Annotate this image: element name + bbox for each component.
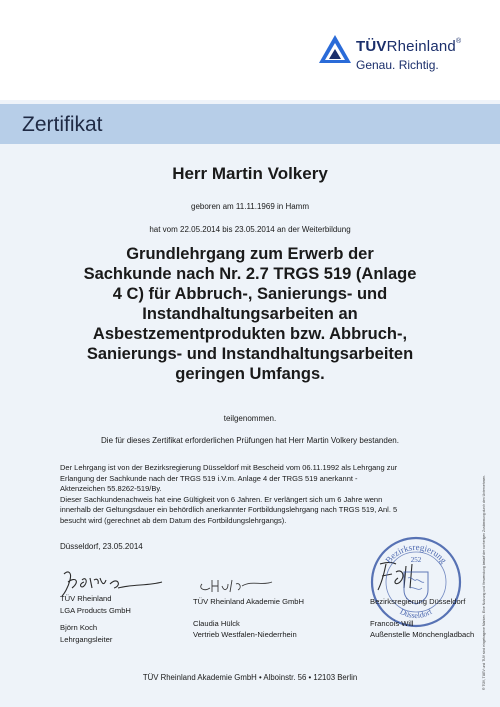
footer-address: TÜV Rheinland Akademie GmbH • Alboinstr. 56 • 12103 Berlin xyxy=(142,673,358,682)
tuv-logo xyxy=(318,34,488,80)
course-period: hat vom 22.05.2014 bis 23.05.2014 an der Weiterbildung xyxy=(149,225,351,234)
brand-light: Rheinland xyxy=(386,38,456,55)
trademark-text: ® TÜV, TUEV und TUV sind eingetragene Marken. Eine Nutzung und Verwendung bedarf der vorherigen Zustimmung durch den Unternehmen. xyxy=(482,474,486,690)
recognition-paragraph xyxy=(60,463,480,527)
title-band xyxy=(0,104,500,144)
course-line: Instandhaltungsarbeiten an xyxy=(142,305,358,323)
signature-block-bezirksregierung xyxy=(370,596,474,641)
exam-passed-note: Die für dieses Zertifikat erforderlichen Prüfungen hat Herr Martin Volkery bestanden. xyxy=(101,436,399,445)
signer-role: Lehrgangsleiter xyxy=(60,634,113,644)
certificate-title: Zertifikat xyxy=(22,113,103,136)
signer-name: Björn Koch xyxy=(60,623,98,633)
stamp-bottom-text: Düsseldorf xyxy=(398,606,434,621)
course-line: Asbestzementprodukten bzw. Abbruch-, xyxy=(92,325,408,343)
brand-reg: ® xyxy=(455,38,462,45)
participation-note: teilgenommen. xyxy=(223,414,277,423)
course-line: Grundlehrgang zum Erwerb der xyxy=(126,245,374,263)
signer-org: Bezirksregierung Düsseldorf xyxy=(370,597,466,606)
course-line: geringen Umfangs. xyxy=(175,365,325,383)
stamp-top-text: Bezirksregierung xyxy=(383,541,449,566)
birth-info: geboren am 11.11.1969 in Hamm xyxy=(191,202,309,211)
tagline: Genau. Richtig. xyxy=(356,58,439,72)
signer-name: Claudia Hülck xyxy=(193,618,240,628)
signature-claudia-huelck xyxy=(196,574,276,594)
trademark-note xyxy=(482,370,490,690)
signature-block-akademie xyxy=(193,596,304,641)
body-line: Der Lehrgang ist von der Bezirksregierung Düsseldorf mit Bescheid vom 06.11.1992 als Lehrgang zur xyxy=(60,463,398,472)
body-line: Dieser Sachkundenachweis hat eine Gültigkeit von 6 Jahren. Er verlängert sich um 6 Jahre wenn xyxy=(60,494,383,504)
course-line: Sanierungs- und Instandhaltungsarbeiten xyxy=(86,345,414,363)
body-line: innerhalb der Geltungsdauer ein behördlich anerkannter Fortbildungslehrgang nach TRGS 519, Anl. 5 xyxy=(60,505,398,515)
place-date: Düsseldorf, 23.05.2014 xyxy=(60,542,143,551)
course-title xyxy=(25,244,475,384)
body-line: Aktenzeichen 55.8262-519/By. xyxy=(60,484,162,494)
tuv-triangle-icon xyxy=(318,34,352,64)
signature-block-lga xyxy=(60,593,131,645)
stamp-number: 252 xyxy=(410,556,422,564)
brand-bold: TÜV xyxy=(356,38,387,55)
header xyxy=(0,0,500,100)
signer-org-2: LGA Products GmbH xyxy=(60,605,131,615)
body-line: besucht wird (gerechnet ab dem Datum des Fortbildungslehrgangs). xyxy=(60,515,287,525)
body-line: Erlangung der Sachkunde nach der TRGS 519 i.V.m. Anlage 4 der TRGS 519 anerkannt - xyxy=(60,473,358,483)
signer-name: Francois Will xyxy=(370,618,414,628)
brand-name xyxy=(356,38,461,55)
course-line: 4 C) für Abbruch-, Sanierungs- und xyxy=(112,285,388,303)
signer-role: Vertrieb Westfalen-Niederrhein xyxy=(193,630,297,640)
signer-org: TÜV Rheinland xyxy=(60,594,112,603)
signer-org: TÜV Rheinland Akademie GmbH xyxy=(193,597,305,606)
signer-role: Außenstelle Mönchengladbach xyxy=(370,630,475,640)
recipient-name: Herr Martin Volkery xyxy=(172,164,328,183)
course-line: Sachkunde nach Nr. 2.7 TRGS 519 (Anlage xyxy=(83,265,417,283)
